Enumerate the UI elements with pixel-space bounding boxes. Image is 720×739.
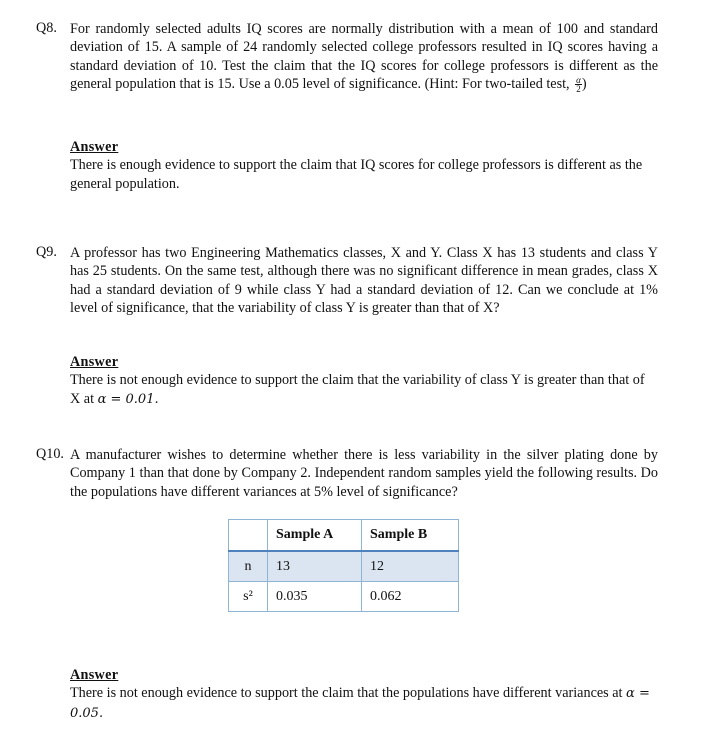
answer-text: There is not enough evidence to support the claim that the variability of class Y is greater than that of X at [70, 372, 645, 407]
question-number: Q9. [36, 244, 57, 260]
answer-text: There is not enough evidence to support the claim that the populations have different variances at [70, 685, 627, 702]
table-cell: 0.035 [268, 582, 362, 612]
sample-table [228, 519, 459, 612]
table-header-cell [229, 520, 268, 552]
table-cell: 12 [362, 551, 459, 582]
answer-9 [70, 353, 650, 409]
alpha-value: α = 0.01. [97, 391, 159, 407]
alpha-value: α = 0.05. [70, 686, 650, 721]
answer-label: Answer [70, 667, 119, 683]
table-cell: s² [229, 582, 268, 612]
answer-label: Answer [70, 139, 119, 155]
table-cell: n [229, 551, 268, 582]
table-row [229, 582, 459, 612]
answer-label: Answer [70, 354, 119, 370]
table-header-cell: Sample A [268, 520, 362, 552]
answer-8 [70, 138, 650, 193]
table-header-row [229, 520, 459, 552]
table-cell: 0.062 [362, 582, 459, 612]
answer-10 [70, 666, 650, 723]
question-text: A professor has two Engineering Mathematics classes, X and Y. Class X has 13 students and class Y has 25 students. On the same test, although there was no significant difference in mean grades, class X had a standard deviation of 9 while class Y had a standard deviation of 12. Can we conclude at 1% level of significance, that the variability of class Y is greater than that of X? [70, 245, 658, 317]
table-cell: 13 [268, 551, 362, 582]
alpha-over-2-fraction: $\frac{\alpha}{2}$ [576, 75, 581, 95]
question-text: For randomly selected adults IQ scores are normally distribution with a mean of 100 and standard deviation of 15. A sample of 24 randomly selected college professors resulted in IQ scores having a standard deviation of 10. Test the claim that the IQ scores for college professors is different as the general population that is 15. Use a 0.05 level of significance. (Hint: For two-tailed test, $\frac{\alpha}{2}$ ) [70, 21, 658, 95]
table-header-cell: Sample B [362, 520, 459, 552]
answer-text: There is enough evidence to support the claim that IQ scores for college professors is different as the general population. [70, 157, 643, 192]
question-number: Q10. [36, 446, 64, 462]
table-row [229, 551, 459, 582]
question-number: Q8. [36, 20, 57, 36]
question-text: A manufacturer wishes to determine whether there is less variability in the silver plating done by Company 1 than that done by Company 2. Independent random samples yield the following results. Do the populations have different variances at 5% level of significance? [70, 447, 658, 500]
